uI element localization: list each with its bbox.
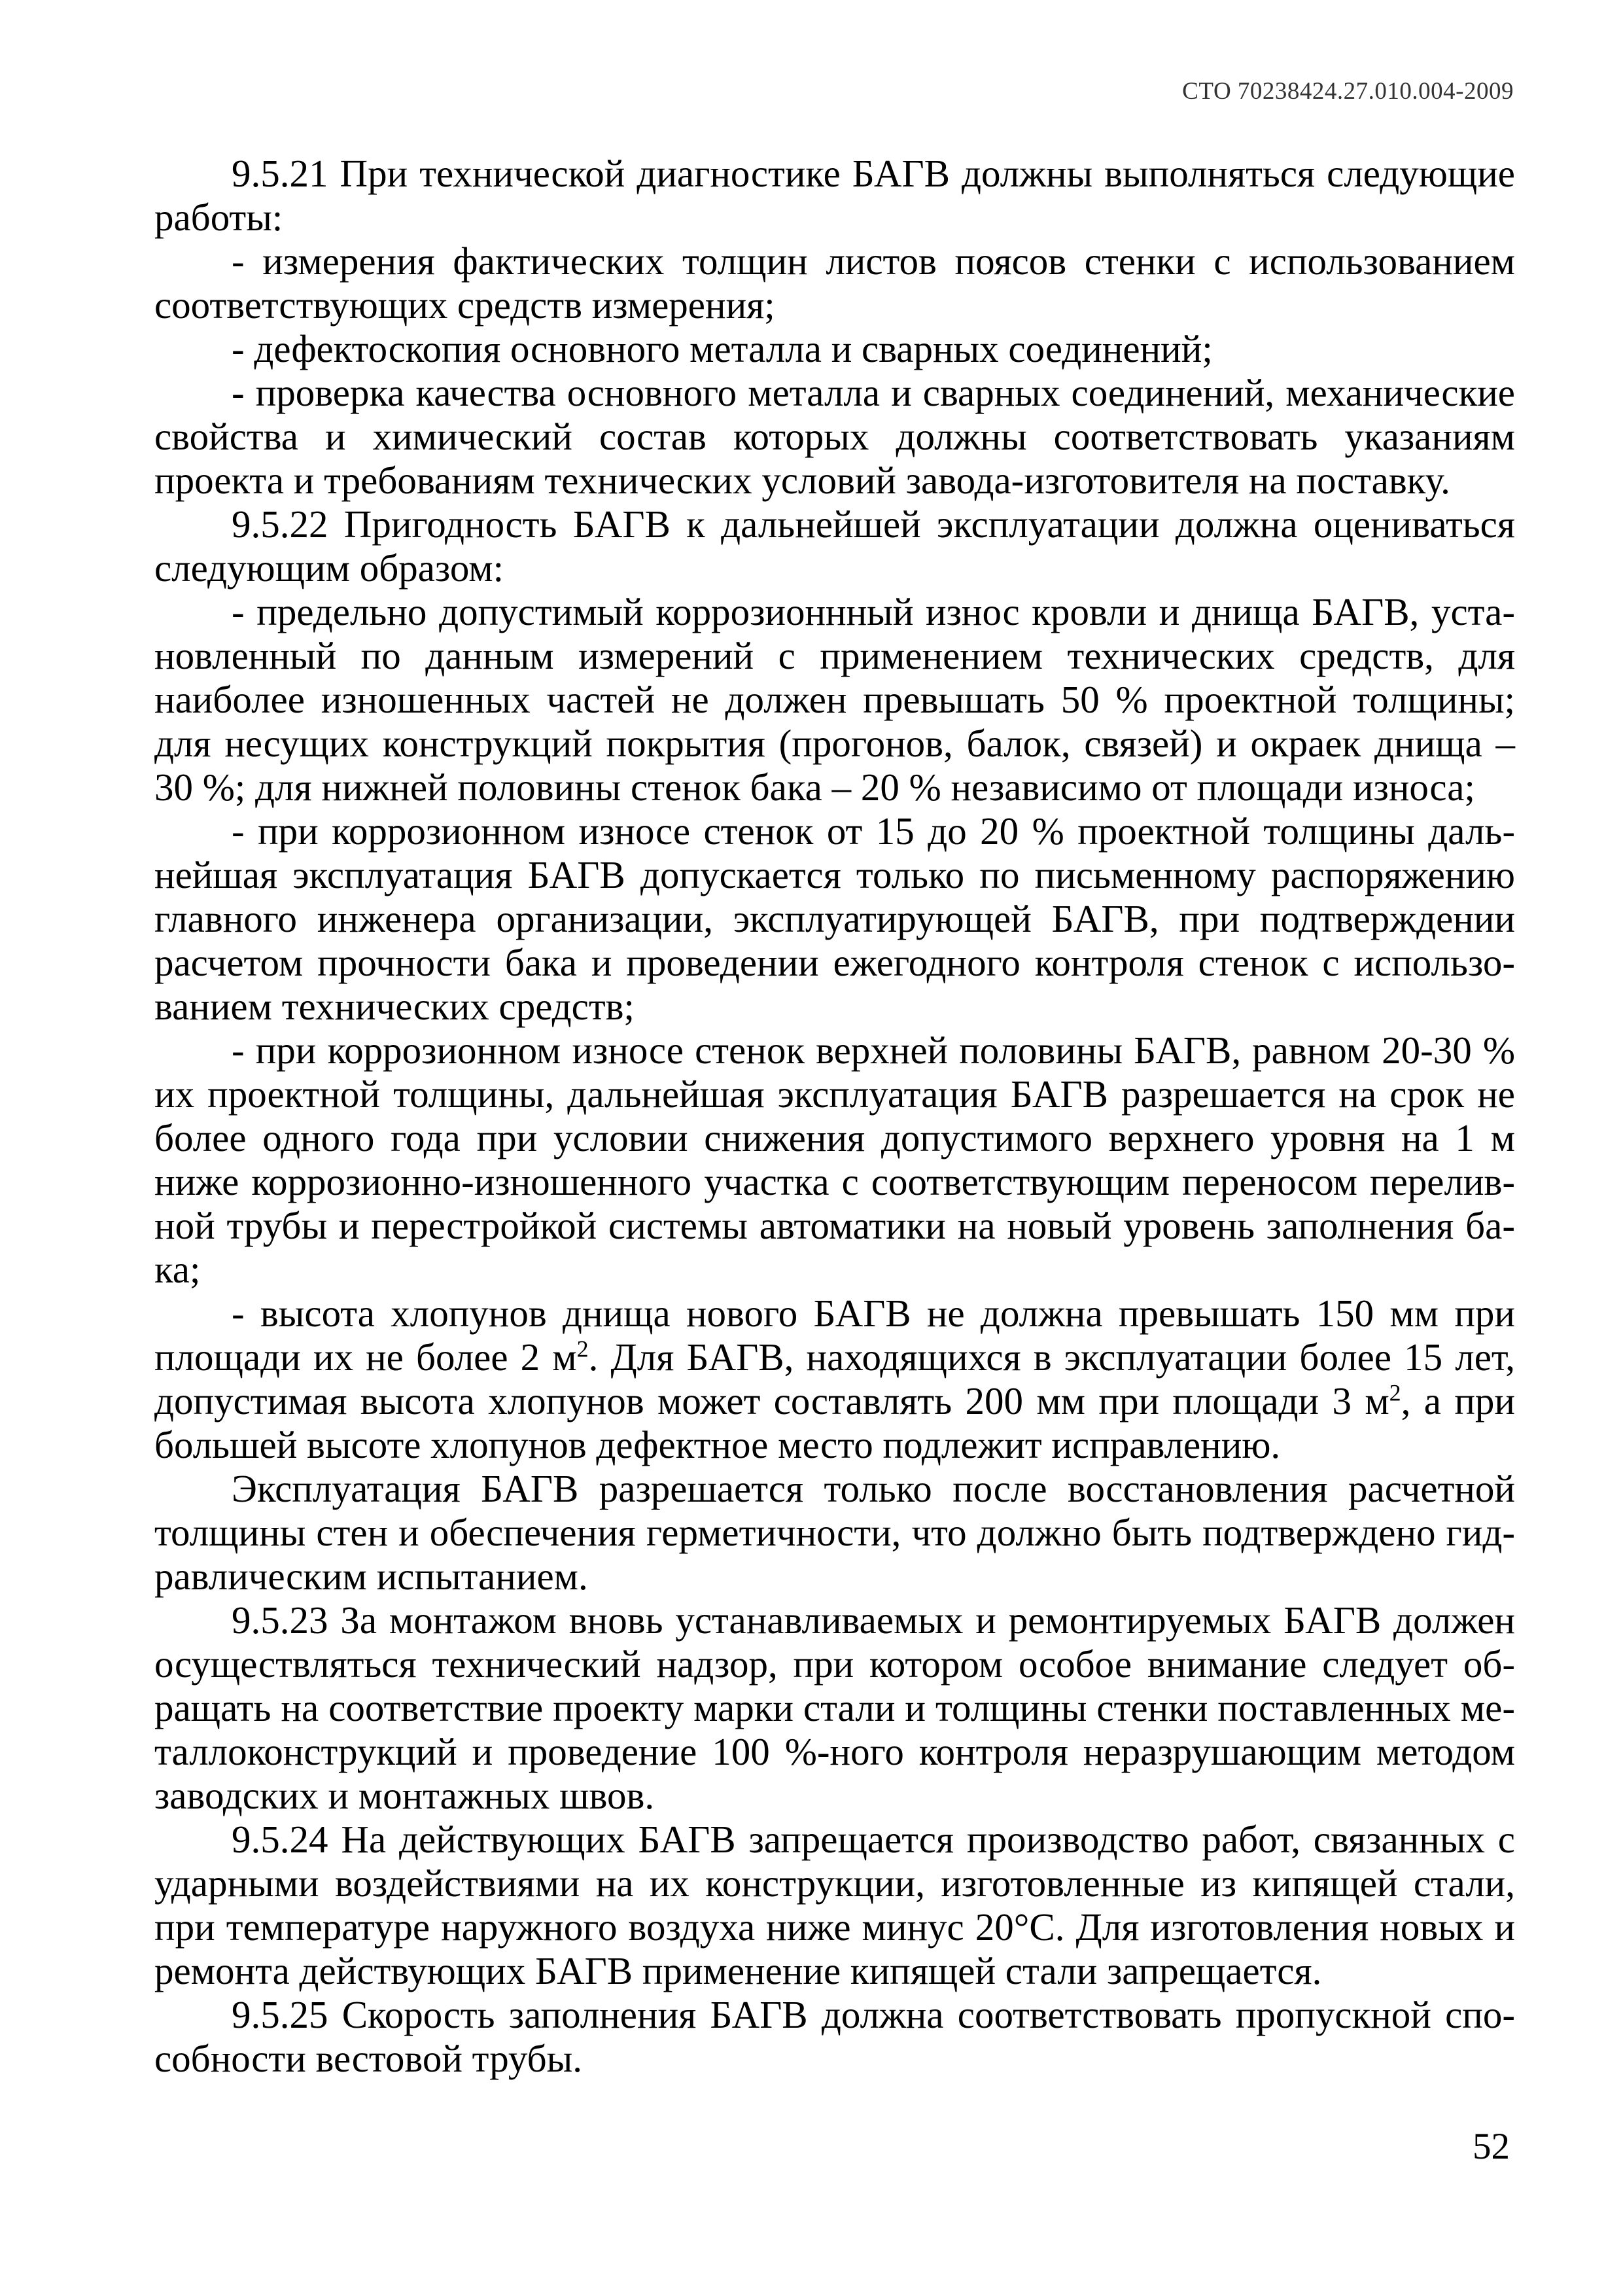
paragraph-9-5-25: 9.5.25 Скорость заполнения БАГВ должна соответствовать пропускной способности вестовой трубы. [154,1993,1515,2080]
bulge-text-part-3: , а при большей высоте хлопунов дефектное место подлежит исправлению. [154,1379,1515,1466]
page-body [154,152,1515,2081]
page-number: 52 [1473,2126,1510,2167]
list-item-corrosion-15-20: - при коррозионном износе стенок от 15 до 20 % проектной толщины дальнейшая эксплуатация БАГВ допускается только по письменному распоряжению главного инженера организации, эксплуатирующей БАГВ, при подтверждении расчетом прочности бака и проведении ежегодного контроля стенок с использованием технических средств; [154,809,1515,1028]
list-item-corrosion-20-30: - при коррозионном износе стенок верхней половины БАГВ, равном 20-30 % их проектной толщины, дальнейшая эксплуатация БАГВ разрешается на срок не более одного года при условии снижения допустимого верхнего уровня на 1 м ниже коррозионно-изношенного участка с соответствующим переносом переливной трубы и перестройкой системы автоматики на новый уровень заполнения бака; [154,1029,1515,1291]
paragraph-9-5-21: 9.5.21 При технической диагностике БАГВ должны выполняться следующие работы: [154,152,1515,239]
paragraph-9-5-22: 9.5.22 Пригодность БАГВ к дальнейшей эксплуатации должна оцениваться следующим образом: [154,503,1515,590]
superscript-square: 2 [576,1335,589,1362]
list-item-thickness-measurement: - измерения фактических толщин листов поясов стенки с использованием соответствующих средств измерения; [154,239,1515,327]
document-code-header: СТО 70238424.27.010.004-2009 [1182,78,1514,105]
paragraph-operation-permission: Эксплуатация БАГВ разрешается только после восстановления расчетной толщины стен и обеспечения герметичности, что должно быть подтверждено гидравлическим испытанием. [154,1467,1515,1598]
superscript-square: 2 [1389,1379,1401,1406]
list-item-flaw-detection: - дефектоскопия основного металла и сварных соединений; [232,327,1213,370]
list-item-max-corrosion-wear: - предельно допустимый коррозионнный износ кровли и днища БАГВ, установленный по данным измерений с применением технических средств, для наиболее изношенных частей не должен превышать 50 % проектной толщины; для несущих конструкций покрытия (прогонов, балок, связей) и окраек днища – 30 %; для нижней половины стенок бака – 20 % независимо от площади износа; [154,590,1515,809]
bulge-text-part-1: - высота хлопунов днища нового БАГВ не должна превышать 150 мм при площади их не более 2 м [154,1292,1515,1379]
paragraph-9-5-23: 9.5.23 За монтажом вновь устанавливаемых и ремонтируемых БАГВ должен осуществляться технический надзор, при котором особое внимание следует обращать на соответствие проекту марки стали и толщины стенки поставленных металлоконструкций и проведение 100 %-ного контроля неразрушающим методом заводских и монтажных швов. [154,1598,1515,1817]
paragraph-9-5-24: 9.5.24 На действующих БАГВ запрещается производство работ, связанных с ударными воздействиями на их конструкции, изготовленные из кипящей стали, при температуре наружного воздуха ниже минус 20°С. Для изготовления новых и ремонта действующих БАГВ применение кипящей стали запрещается. [154,1818,1515,1992]
list-item-quality-check: - проверка качества основного металла и сварных соединений, механические свойства и химический состав которых должны соответствовать указаниям проекта и требованиям технических условий завода-изготовителя на поставку. [154,371,1515,502]
list-item-bulge-height [154,1292,1515,1467]
bulge-text-part-2: . Для БАГВ, находящихся в эксплуатации более 15 лет, допустимая высота хлопунов может составлять 200 мм при площади 3 м [154,1335,1515,1422]
